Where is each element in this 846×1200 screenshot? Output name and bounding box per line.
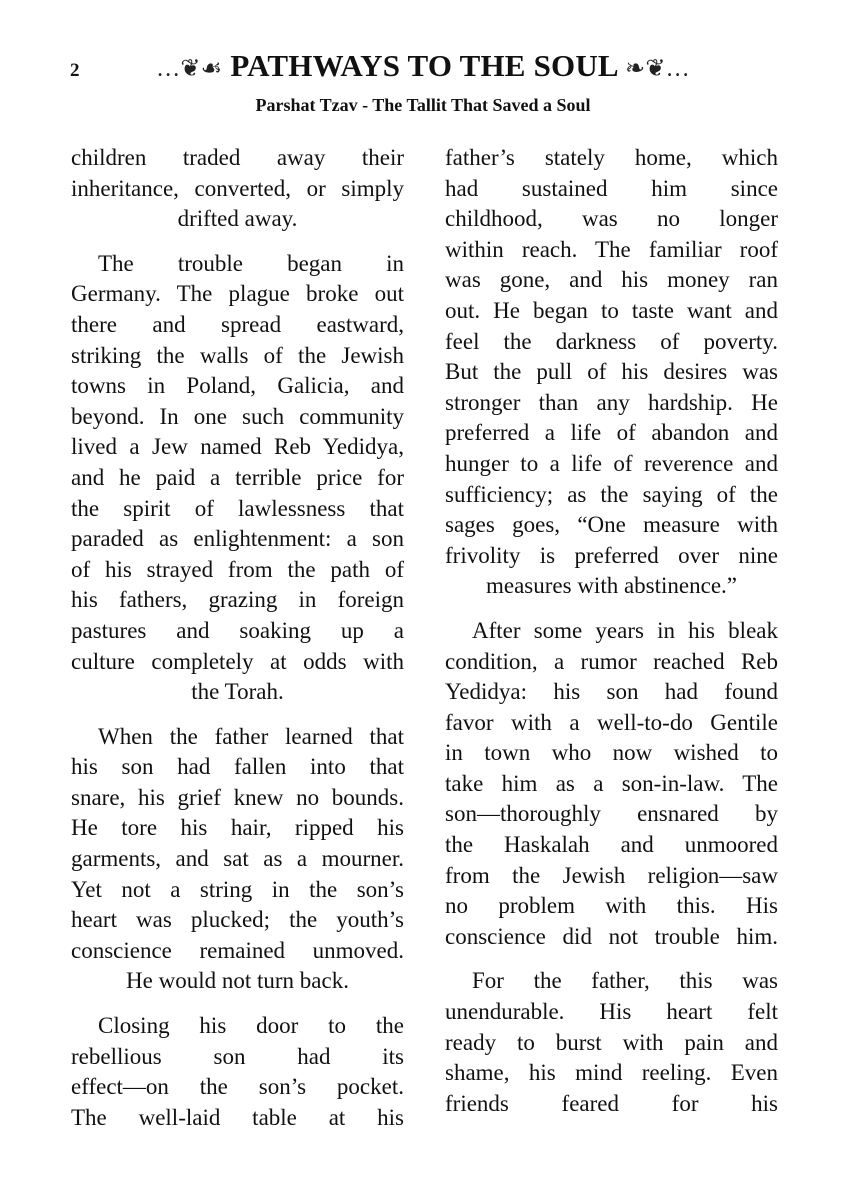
text-line: Yedidya: his son had found	[445, 679, 778, 705]
text-line: conscience did not trouble him.	[445, 923, 778, 949]
text-line: his fathers, grazing in foreign	[71, 587, 404, 613]
text-line: striking the walls of the Jewish	[71, 342, 404, 368]
paragraph	[71, 143, 404, 235]
text-line: childhood, was no longer	[445, 206, 778, 232]
paragraph	[445, 143, 778, 602]
text-line: towns in Poland, Galicia, and	[71, 373, 404, 399]
text-line: unendurable. His heart felt	[445, 999, 778, 1025]
text-line: beyond. In one such community	[71, 403, 404, 429]
text-line: Yet not a string in the son’s	[71, 876, 404, 902]
text-line: Closing his door to the	[98, 1013, 404, 1039]
text-line: within reach. The familiar roof	[445, 236, 778, 262]
text-line: He would not turn back.	[126, 968, 349, 994]
text-line: there and spread eastward,	[71, 311, 404, 337]
text-line: lived a Jew named Reb Yedidya,	[71, 434, 404, 460]
text-column-left	[71, 143, 404, 1147]
text-line: But the pull of his desires was	[445, 359, 778, 385]
ornament-left-icon: …❦☙	[156, 56, 223, 82]
text-line: conscience remained unmoved.	[71, 937, 404, 963]
text-line: sages goes, “One measure with	[445, 512, 778, 538]
text-line: shame, his mind reeling. Even	[445, 1060, 778, 1086]
article-subtitle: Parshat Tzav - The Tallit That Saved a Soul	[255, 95, 591, 115]
text-line: paraded as enlightenment: a son	[71, 526, 404, 552]
text-line: had sustained him since	[445, 175, 778, 201]
text-line: After some years in his bleak	[472, 617, 778, 643]
text-line: drifted away.	[177, 206, 298, 232]
text-line: of his strayed from the path of	[71, 556, 404, 582]
text-line: measures with abstinence.”	[486, 573, 737, 599]
text-line: culture completely at odds with	[71, 648, 404, 674]
text-line: son—thoroughly ensnared by	[445, 801, 778, 827]
paragraph	[445, 966, 778, 1119]
text-line: father’s stately home, which	[445, 145, 778, 170]
text-line: the Haskalah and unmoored	[445, 832, 778, 858]
text-column-right	[445, 143, 778, 1133]
text-line: rebellious son had its	[71, 1043, 404, 1069]
ornament-right-icon: ❧❦…	[625, 56, 690, 82]
text-line: preferred a life of abandon and	[445, 420, 778, 446]
text-line: favor with a well-to-do Gentile	[445, 709, 778, 735]
text-line: garments, and sat as a mourner.	[71, 846, 404, 872]
text-line: the Torah.	[191, 679, 284, 705]
publication-title: PATHWAYS TO THE SOUL	[230, 48, 618, 83]
text-line: ready to burst with pain and	[445, 1029, 778, 1055]
text-line: pastures and soaking up a	[71, 617, 404, 643]
text-line: take him as a son-in-law. The	[445, 770, 778, 796]
text-line: heart was plucked; the youth’s	[71, 907, 404, 933]
text-line: out. He began to taste want and	[445, 297, 778, 323]
text-line: effect—on the son’s pocket.	[71, 1074, 404, 1100]
text-line: inheritance, converted, or simply	[71, 175, 404, 201]
text-line: from the Jewish religion—saw	[445, 862, 778, 888]
text-line: friends feared for his	[445, 1090, 778, 1116]
text-line: children traded away their	[71, 145, 404, 170]
text-line: was gone, and his money ran	[445, 267, 778, 293]
paragraph	[71, 1011, 404, 1133]
text-line: in town who now wished to	[445, 740, 778, 766]
paragraph	[71, 722, 404, 997]
text-line: and he paid a terrible price for	[71, 464, 404, 490]
text-line: snare, his grief knew no bounds.	[71, 784, 404, 810]
text-line: frivolity is preferred over nine	[445, 542, 778, 568]
text-line: The trouble began in	[98, 250, 404, 276]
page-number: 2	[70, 60, 80, 81]
text-line: He tore his hair, ripped his	[71, 815, 404, 841]
paragraph	[445, 616, 778, 953]
text-line: the spirit of lawlessness that	[71, 495, 404, 521]
text-line: feel the darkness of poverty.	[445, 328, 778, 354]
text-line: no problem with this. His	[445, 893, 778, 919]
text-line: stronger than any hardship. He	[445, 389, 778, 415]
text-line: his son had fallen into that	[71, 754, 404, 780]
text-line: For the father, this was	[472, 968, 778, 994]
text-line: When the father learned that	[98, 723, 404, 749]
text-line: The well-laid table at his	[71, 1104, 404, 1130]
text-line: hunger to a life of reverence and	[445, 450, 778, 476]
text-line: Germany. The plague broke out	[71, 281, 404, 307]
running-header	[0, 48, 846, 84]
paragraph	[71, 249, 404, 708]
text-line: condition, a rumor reached Reb	[445, 648, 778, 674]
text-line: sufficiency; as the saying of the	[445, 481, 778, 507]
